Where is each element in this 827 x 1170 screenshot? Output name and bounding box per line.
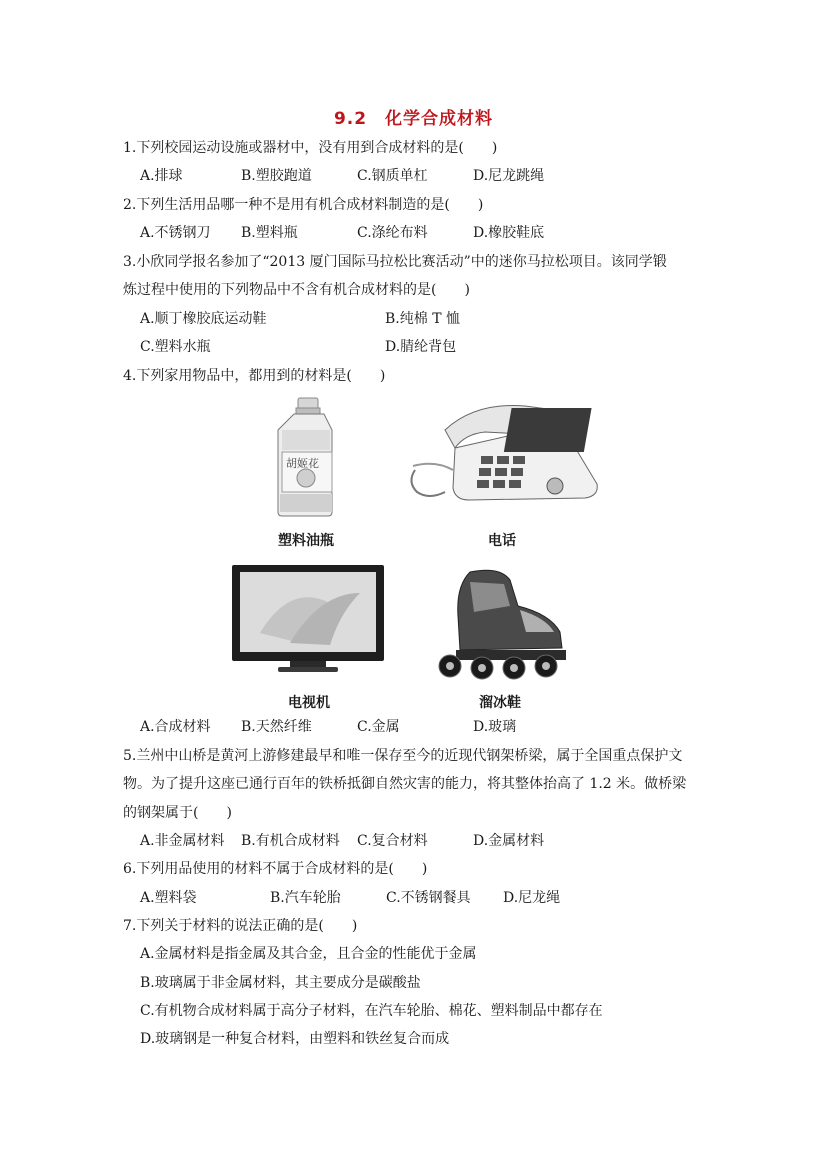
q2-option-a: A.不锈钢刀 — [140, 225, 211, 241]
television-image — [230, 563, 386, 673]
q6-option-d: D.尼龙绳 — [503, 890, 561, 906]
q7-option-c: C.有机物合成材料属于高分子材料，在汽车轮胎、棉花、塑料制品中都存在 — [140, 1003, 603, 1019]
q4-option-c: C.金属 — [357, 719, 400, 735]
question-3-stem-line1: 3.小欣同学报名参加了“2013 厦门国际马拉松比赛活动”中的迷你马拉松项目。该同学锻 — [123, 254, 667, 270]
caption-television: 电视机 — [288, 695, 330, 711]
bottle-brand-label: 胡姬花 — [286, 457, 319, 470]
q3-option-c: C.塑料水瓶 — [140, 339, 211, 355]
caption-plastic-oil-bottle: 塑料油瓶 — [278, 533, 334, 549]
telephone-image — [405, 400, 601, 504]
caption-roller-skate: 溜冰鞋 — [479, 695, 521, 711]
question-5-line2: 物。为了提升这座已通行百年的铁桥抵御自然灾害的能力，将其整体抬高了 1.2 米。做桥梁 — [123, 776, 687, 792]
q5-option-a: A.非金属材料 — [140, 833, 225, 849]
q1-option-b: B.塑胶跑道 — [241, 168, 312, 184]
q3-option-b: B.纯棉 T 恤 — [385, 311, 460, 327]
question-5-line1: 5.兰州中山桥是黄河上游修建最早和唯一保存至今的近现代钢架桥梁，属于全国重点保护文 — [123, 748, 683, 764]
question-4-stem: 4.下列家用物品中，都用到的材料是( ) — [123, 368, 386, 384]
question-5-line3: 的钢架属于( ) — [123, 805, 232, 821]
q2-option-c: C.涤纶布料 — [357, 225, 428, 241]
caption-telephone: 电话 — [488, 533, 516, 549]
q7-option-b: B.玻璃属于非金属材料，其主要成分是碳酸盐 — [140, 975, 421, 991]
q6-option-c: C.不锈钢餐具 — [386, 890, 471, 906]
page-title: 9.2 化学合成材料 — [333, 109, 494, 129]
question-7-stem: 7.下列关于材料的说法正确的是( ) — [123, 918, 358, 934]
roller-skate-image — [430, 566, 580, 681]
q7-option-d: D.玻璃钢是一种复合材料，由塑料和铁丝复合而成 — [140, 1031, 450, 1047]
q5-option-d: D.金属材料 — [473, 833, 545, 849]
q1-option-c: C.钢质单杠 — [357, 168, 428, 184]
q3-option-d: D.腈纶背包 — [385, 339, 457, 355]
q4-option-b: B.天然纤维 — [241, 719, 312, 735]
q6-option-a: A.塑料袋 — [140, 890, 197, 906]
q5-option-c: C.复合材料 — [357, 833, 428, 849]
q4-option-d: D.玻璃 — [473, 719, 517, 735]
question-6-stem: 6.下列用品使用的材料不属于合成材料的是( ) — [123, 861, 428, 877]
q3-option-a: A.顺丁橡胶底运动鞋 — [140, 311, 267, 327]
q1-option-d: D.尼龙跳绳 — [473, 168, 545, 184]
q7-option-a: A.金属材料是指金属及其合金，且合金的性能优于金属 — [140, 946, 477, 962]
q5-option-b: B.有机合成材料 — [241, 833, 340, 849]
question-3-stem-line2: 炼过程中使用的下列物品中不含有机合成材料的是( ) — [123, 282, 470, 298]
q2-option-b: B.塑料瓶 — [241, 225, 298, 241]
question-2-stem: 2.下列生活用品哪一种不是用有机合成材料制造的是( ) — [123, 197, 484, 213]
q4-option-a: A.合成材料 — [140, 719, 211, 735]
q1-option-a: A.排球 — [140, 168, 183, 184]
q2-option-d: D.橡胶鞋底 — [473, 225, 545, 241]
q6-option-b: B.汽车轮胎 — [270, 890, 341, 906]
question-1-stem: 1.下列校园运动设施或器材中，没有用到合成材料的是( ) — [123, 140, 498, 156]
